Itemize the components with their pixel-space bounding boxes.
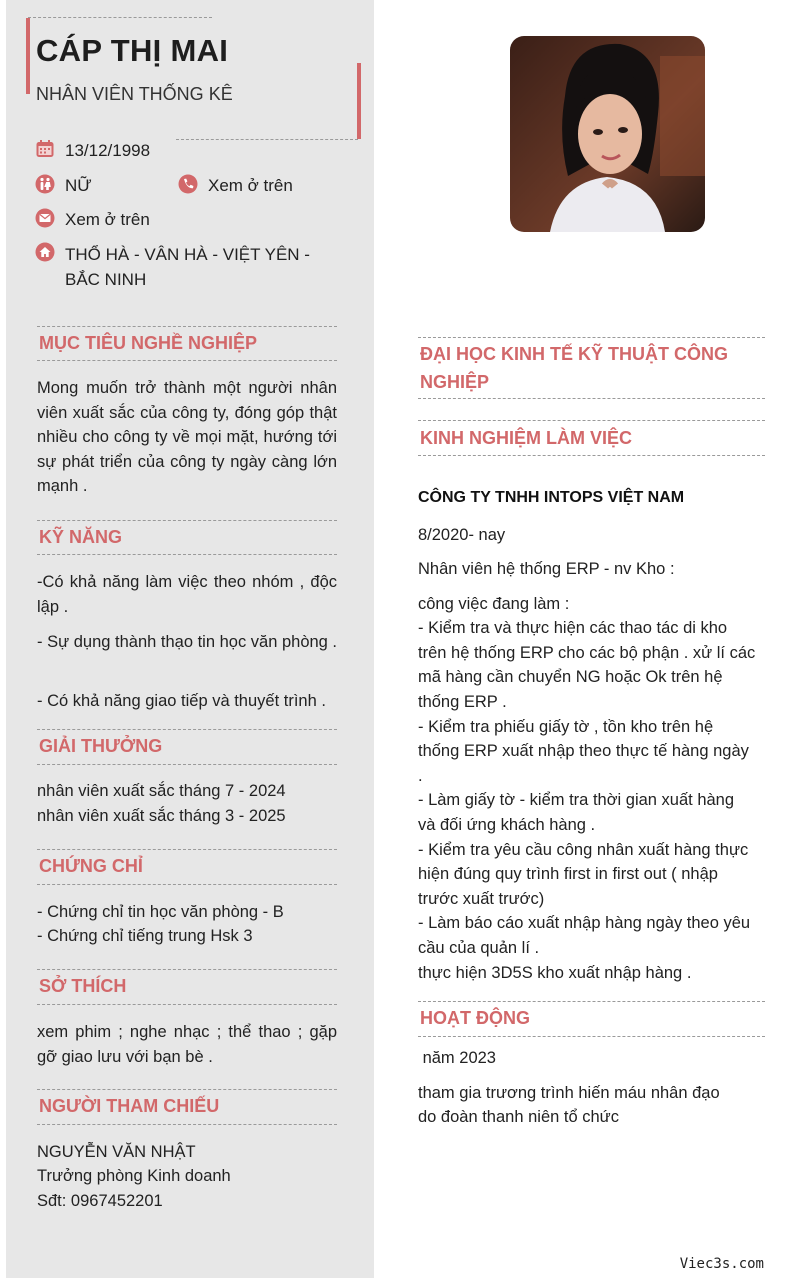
- hobbies-text: xem phim ; nghe nhạc ; thể thao ; gặp gỡ giao lưu với bạn bè .: [37, 1023, 337, 1066]
- reference-position: Trưởng phòng Kinh doanh: [37, 1167, 231, 1185]
- section-divider: [37, 969, 337, 970]
- header-accent-bar: [26, 18, 30, 94]
- address-line: BẮC NINH: [65, 270, 147, 289]
- header-accent-bar: [357, 63, 361, 139]
- hobbies-title: SỞ THÍCH: [39, 976, 127, 996]
- phone: Xem ở trên: [208, 176, 293, 195]
- job-title: NHÂN VIÊN THỐNG KÊ: [36, 84, 233, 104]
- certificate-item: - Chứng chỉ tin học văn phòng - B: [37, 903, 284, 921]
- certificate-item: - Chứng chỉ tiếng trung Hsk 3: [37, 927, 253, 945]
- email-icon: [35, 208, 55, 228]
- section-divider: [37, 849, 337, 850]
- profile-photo: [510, 36, 705, 232]
- section-divider: [37, 360, 337, 361]
- education-title: NGHIỆP: [420, 372, 490, 392]
- section-divider: [37, 554, 337, 555]
- home-icon: [35, 242, 55, 262]
- footer-brand[interactable]: Viec3s.com: [679, 1256, 764, 1272]
- gender: NỮ: [65, 176, 92, 195]
- work-period: 8/2020- nay: [418, 526, 506, 544]
- section-divider: [418, 337, 765, 338]
- duty-line: - Kiểm tra yêu cầu công nhân xuất hàng thực: [418, 841, 749, 859]
- references-title: NGƯỜI THAM CHIẾU: [39, 1096, 220, 1116]
- objective-title: MỤC TIÊU NGHỀ NGHIỆP: [39, 333, 258, 353]
- candidate-name: CÁP THỊ MAI: [36, 33, 229, 68]
- certificates-title: CHỨNG CHỈ: [39, 856, 143, 876]
- duty-line: thống ERP .: [418, 693, 507, 711]
- section-divider: [37, 1004, 337, 1005]
- address-line: THỔ HÀ - VÂN HÀ - VIỆT YÊN -: [65, 245, 310, 264]
- award-item: nhân viên xuất sắc tháng 3 - 2025: [37, 807, 286, 825]
- activity-year: năm 2023: [418, 1049, 496, 1067]
- section-divider: [418, 398, 765, 399]
- section-divider: [37, 520, 337, 521]
- activities-title: HOẠT ĐỘNG: [420, 1008, 530, 1028]
- duty-line: mã hàng cần chuyển NG hoặc Ok trên hệ: [418, 668, 723, 686]
- duty-line: thống ERP xuất nhập theo thực tế hàng ngày: [418, 742, 749, 760]
- activity-line: tham gia trương trình hiến máu nhân đạo: [418, 1084, 720, 1102]
- birthday: 13/12/1998: [65, 141, 151, 160]
- section-divider: [37, 884, 337, 885]
- header-divider: [176, 139, 358, 140]
- experience-title: KINH NGHIỆM LÀM VIỆC: [420, 428, 633, 448]
- section-divider: [418, 455, 765, 456]
- phone-icon: [178, 174, 198, 194]
- awards-title: GIẢI THƯỞNG: [39, 736, 163, 756]
- duty-line: thực hiện 3D5S kho xuất nhập hàng .: [418, 964, 692, 982]
- section-divider: [37, 729, 337, 730]
- skills-title: KỸ NĂNG: [39, 527, 123, 547]
- email: Xem ở trên: [65, 210, 150, 229]
- work-role: Nhân viên hệ thống ERP - nv Kho :: [418, 560, 675, 578]
- duty-line: công việc đang làm :: [418, 595, 570, 613]
- award-item: nhân viên xuất sắc tháng 7 - 2024: [37, 782, 286, 800]
- duty-line: - Làm giấy tờ - kiểm tra thời gian xuất hàng: [418, 791, 735, 809]
- duty-line: - Làm báo cáo xuất nhập hàng ngày theo yêu: [418, 914, 751, 932]
- section-divider: [37, 1124, 337, 1125]
- skill-item: -Có khả năng làm việc theo nhóm , độc lập .: [37, 573, 337, 616]
- calendar-icon: [35, 139, 55, 159]
- skill-item: - Sự dụng thành thạo tin học văn phòng .: [37, 633, 338, 651]
- duty-line: và đối ứng khách hàng .: [418, 816, 596, 834]
- education-title: ĐẠI HỌC KINH TẾ KỸ THUẬT CÔNG: [420, 344, 728, 364]
- reference-phone: Sđt: 0967452201: [37, 1192, 163, 1210]
- section-divider: [418, 1001, 765, 1002]
- gender-icon: [35, 174, 55, 194]
- duty-line: trước xuất trước): [418, 890, 545, 908]
- company-name: CÔNG TY TNHH INTOPS VIỆT NAM: [418, 489, 685, 506]
- header-divider: [28, 17, 212, 18]
- duty-line: trên hệ thống ERP cho các bộ phận . xử lí các: [418, 644, 756, 662]
- duty-line: - Kiểm tra và thực hiện các thao tác di kho: [418, 619, 728, 637]
- section-divider: [37, 764, 337, 765]
- reference-name: NGUYỄN VĂN NHẬT: [37, 1143, 196, 1161]
- activity-line: do đoàn thanh niên tổ chức: [418, 1108, 619, 1126]
- duty-line: .: [418, 767, 423, 785]
- section-divider: [418, 1036, 765, 1037]
- section-divider: [418, 420, 765, 421]
- section-divider: [37, 1089, 337, 1090]
- duty-line: - Kiểm tra phiếu giấy tờ , tồn kho trên hệ: [418, 718, 714, 736]
- duty-line: hiện đúng quy trình first in first out ( nhập: [418, 865, 718, 883]
- objective-text: Mong muốn trở thành một người nhân viên xuất sắc của công ty, đóng góp thật nhiều cho công ty về mọi mặt, hướng tới sự phát triển của công ty ngày càng lớn mạnh .: [37, 379, 337, 496]
- section-divider: [37, 326, 337, 327]
- duty-line: cầu của quản lí .: [418, 939, 540, 957]
- skill-item: - Có khả năng giao tiếp và thuyết trình .: [37, 692, 326, 710]
